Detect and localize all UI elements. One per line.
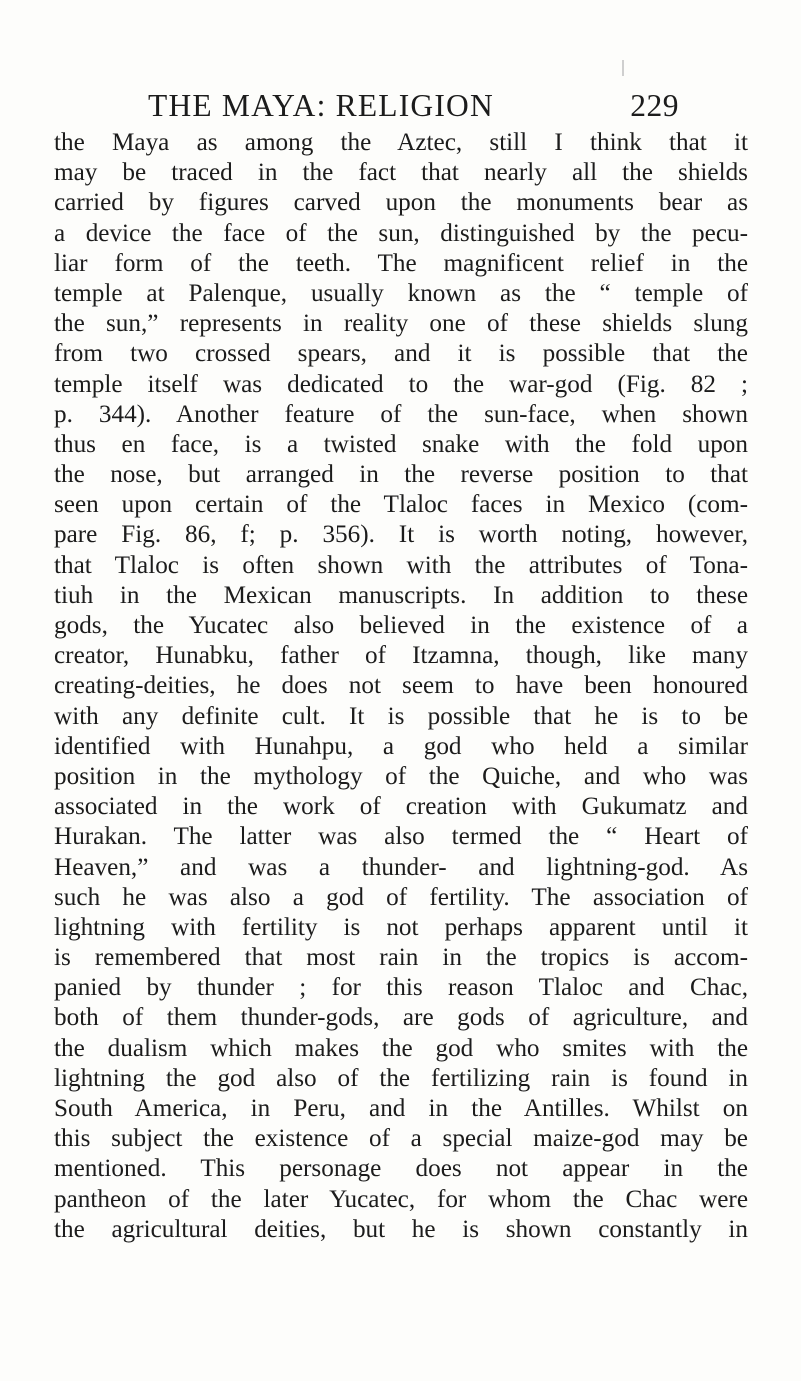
text-line: temple at Palenque, usually known as the “ temple of bbox=[54, 279, 748, 307]
running-head: THE MAYA: RELIGION bbox=[148, 88, 494, 123]
text-line: the sun,” represents in reality one of these shields slung bbox=[54, 310, 748, 338]
text-line: that Tlaloc is often shown with the attributes of Tona- bbox=[54, 551, 748, 579]
text-line: the agricultural deities, but he is shown constantly in bbox=[54, 1215, 748, 1243]
text-line: the dualism which makes the god who smites with the bbox=[54, 1034, 748, 1062]
text-line: is remembered that most rain in the tropics is accom- bbox=[54, 944, 748, 972]
text-line: the Maya as among the Aztec, still I think that it bbox=[54, 129, 748, 156]
text-line: Heaven,” and was a thunder- and lightning-god. As bbox=[54, 853, 748, 881]
text-line: this subject the existence of a special maize-god may be bbox=[54, 1125, 748, 1153]
text-line: position in the mythology of the Quiche, and who was bbox=[54, 762, 748, 790]
text-line: South America, in Peru, and in the Antilles. Whilst on bbox=[54, 1095, 748, 1122]
text-line: lightning the god also of the fertilizing rain is found in bbox=[54, 1064, 748, 1092]
text-line: Hurakan. The latter was also termed the “ Heart of bbox=[54, 823, 748, 851]
page-number: 229 bbox=[630, 88, 679, 123]
paper-mark bbox=[622, 60, 624, 76]
text-line: the nose, but arranged in the reverse position to that bbox=[54, 461, 748, 489]
text-line: both of them thunder-gods, are gods of agriculture, and bbox=[54, 1004, 748, 1032]
page-header bbox=[148, 84, 679, 128]
text-line: mentioned. This personage does not appear in the bbox=[54, 1155, 748, 1183]
text-line: carried by figures carved upon the monuments bear as bbox=[54, 189, 748, 217]
text-line: gods, the Yucatec also believed in the existence of a bbox=[54, 612, 748, 639]
text-line: with any definite cult. It is possible that he is to be bbox=[54, 702, 748, 730]
text-line: creator, Hunabku, father of Itzamna, though, like many bbox=[54, 642, 748, 670]
text-line: such he was also a god of fertility. The association of bbox=[54, 883, 748, 911]
text-line: creating-deities, he does not seem to have been honoured bbox=[54, 672, 748, 700]
text-line: seen upon certain of the Tlaloc faces in Mexico (com- bbox=[54, 491, 748, 519]
text-line: p. 344). Another feature of the sun-face, when shown bbox=[54, 400, 748, 428]
text-line: panied by thunder ; for this reason Tlaloc and Chac, bbox=[54, 974, 748, 1002]
text-line: identified with Hunahpu, a god who held a similar bbox=[54, 732, 748, 760]
text-line: lightning with fertility is not perhaps apparent until it bbox=[54, 913, 748, 941]
text-line: liar form of the teeth. The magnificent relief in the bbox=[54, 249, 748, 277]
text-line: from two crossed spears, and it is possible that the bbox=[54, 340, 748, 368]
text-line: associated in the work of creation with Gukumatz and bbox=[54, 793, 748, 821]
text-line: temple itself was dedicated to the war-god (Fig. 82 ; bbox=[54, 370, 748, 398]
text-line: tiuh in the Mexican manuscripts. In addition to these bbox=[54, 581, 748, 609]
text-line: a device the face of the sun, distinguished by the pecu- bbox=[54, 219, 748, 247]
text-line: may be traced in the fact that nearly all the shields bbox=[54, 159, 748, 187]
text-line: pare Fig. 86, f; p. 356). It is worth noting, however, bbox=[54, 521, 748, 549]
text-line: thus en face, is a twisted snake with the fold upon bbox=[54, 430, 748, 458]
text-line: pantheon of the later Yucatec, for whom the Chac were bbox=[54, 1185, 748, 1213]
body-text bbox=[54, 128, 748, 1245]
